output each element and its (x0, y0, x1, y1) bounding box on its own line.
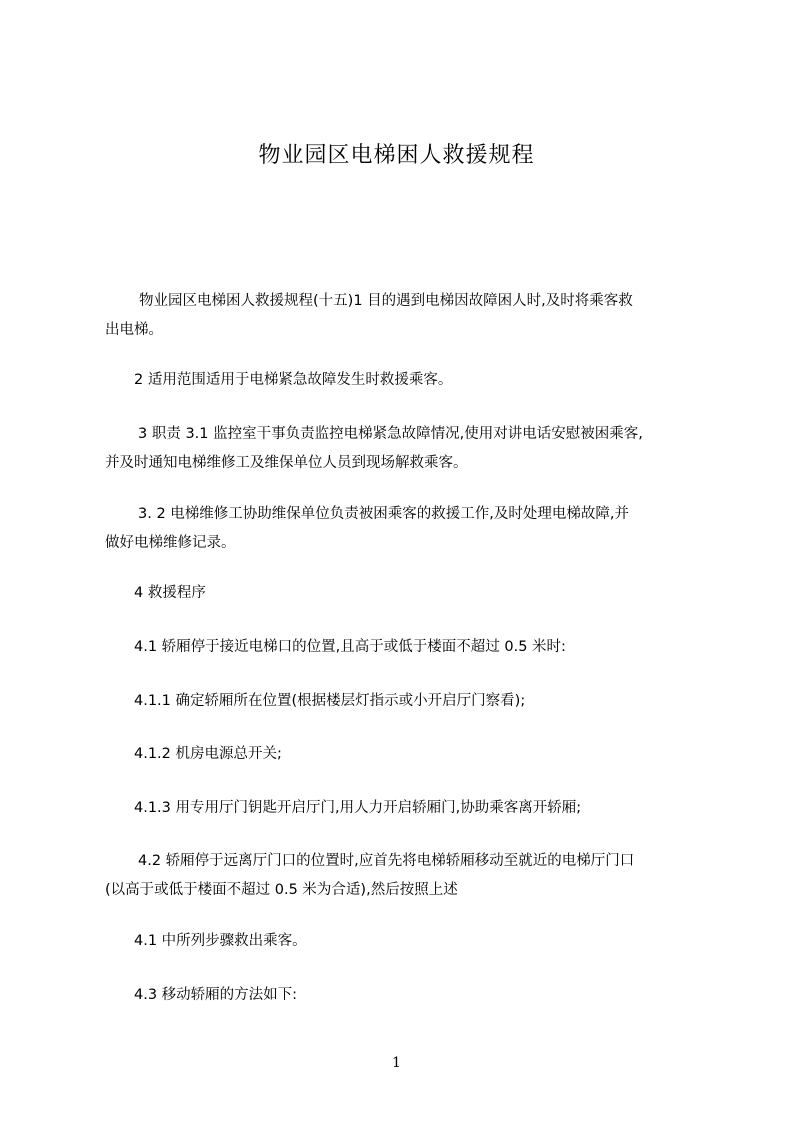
paragraph-line: 出电梯。 (105, 322, 163, 338)
paragraph-4-1-1 (105, 687, 695, 716)
paragraph-line: 3 职责 3.1 监控室干事负责监控电梯紧急故障情况,使用对讲电话安慰被困乘客, (138, 426, 643, 442)
paragraph-line: 4 救援程序 (134, 585, 206, 601)
paragraph-4-2 (105, 847, 695, 905)
paragraph-line: 4.1.1 确定轿厢所在位置(根据楼层灯指示或小开启厅门察看); (134, 693, 526, 709)
paragraph-line: 物业园区电梯困人救援规程(十五)1 目的遇到电梯因故障困人时,及时将乘客救 (139, 293, 633, 309)
paragraph-4-3 (105, 981, 695, 1010)
paragraph-duties-3-1 (105, 420, 695, 478)
heading-rescue-procedure (105, 579, 695, 608)
paragraph-purpose (105, 287, 695, 345)
paragraph-scope (105, 366, 695, 395)
paragraph-4-1-2 (105, 740, 695, 769)
paragraph-line: 4.1.3 用专用厅门钥匙开启厅门,用人力开启轿厢门,协助乘客离开轿厢; (134, 800, 582, 816)
paragraph-line: 4.1 中所列步骤救出乘客。 (134, 933, 307, 949)
paragraph-4-1-steps (105, 927, 695, 956)
document-title: 物业园区电梯困人救援规程 (258, 143, 535, 168)
paragraph-duties-3-2 (105, 500, 695, 558)
paragraph-line: 4.1.2 机房电源总开关; (134, 746, 282, 762)
paragraph-line: 2 适用范围适用于电梯紧急故障发生时救援乘客。 (134, 372, 453, 388)
paragraph-line: 3. 2 电梯维修工协助维保单位负责被困乘客的救援工作,及时处理电梯故障,并 (138, 506, 629, 522)
paragraph-line: (以高于或低于楼面不超过 0.5 米为合适),然后按照上述 (105, 882, 458, 898)
page-number: 1 (392, 1055, 401, 1071)
paragraph-4-1-3 (105, 794, 695, 823)
paragraph-line: 4.2 轿厢停于远离厅门口的位置时,应首先将电梯轿厢移动至就近的电梯厅门口 (138, 853, 635, 869)
paragraph-4-1 (105, 633, 695, 662)
paragraph-line: 4.3 移动轿厢的方法如下: (134, 987, 298, 1003)
paragraph-line: 4.1 轿厢停于接近电梯口的位置,且高于或低于楼面不超过 0.5 米时: (134, 639, 566, 655)
paragraph-line: 做好电梯维修记录。 (105, 535, 236, 551)
paragraph-line: 并及时通知电梯维修工及维保单位人员到现场解救乘客。 (105, 455, 468, 471)
